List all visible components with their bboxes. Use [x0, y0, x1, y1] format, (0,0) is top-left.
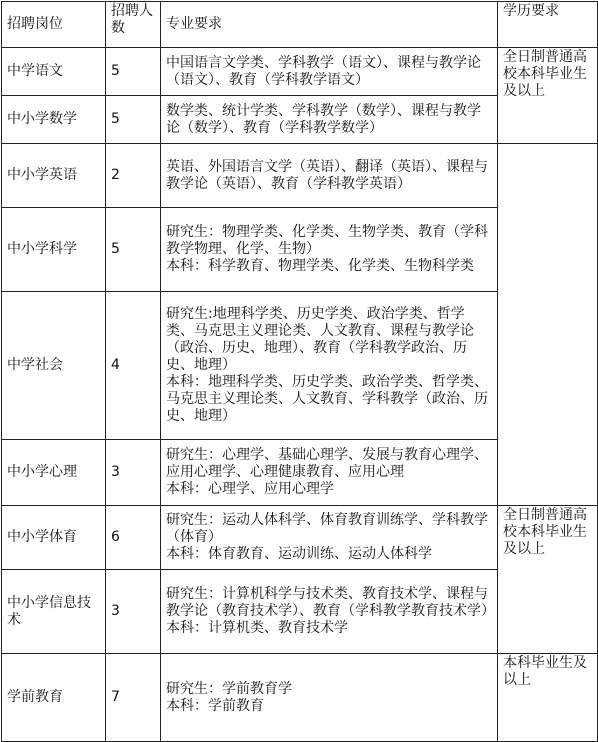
position-cell: 中小学信息技术	[2, 570, 106, 654]
table-row	[2, 144, 598, 208]
count-cell: 5	[106, 208, 161, 292]
header-count: 招聘人数	[106, 2, 161, 48]
major-line: 本科：地理科学类、历史学类、政治学类、哲学类、马克思主义理论类、人文教育、学科教学（政治、历史、地理）	[166, 374, 488, 424]
major-cell	[161, 570, 498, 654]
major-cell	[161, 48, 498, 96]
count-cell: 5	[106, 48, 161, 96]
count-cell: 2	[106, 144, 161, 208]
major-cell	[161, 440, 498, 506]
position-cell: 中小学数学	[2, 96, 106, 144]
count-cell: 5	[106, 96, 161, 144]
major-cell	[161, 144, 498, 208]
major-line: 本科：心理学、应用心理学	[166, 481, 334, 497]
position-cell: 中小学体育	[2, 506, 106, 570]
header-position: 招聘岗位	[2, 2, 106, 48]
major-cell	[161, 292, 498, 440]
header-education: 学历要求	[498, 2, 598, 48]
major-cell	[161, 654, 498, 742]
major-line: 本科：科学教育、物理学类、化学类、生物科学类	[166, 258, 474, 274]
position-cell: 中小学科学	[2, 208, 106, 292]
position-cell: 中小学心理	[2, 440, 106, 506]
position-cell: 学前教育	[2, 654, 106, 742]
recruitment-table	[1, 1, 598, 742]
major-cell	[161, 208, 498, 292]
major-line: 研究生：计算机科学与技术类、教育技术学、课程与教学论（教育技术学）、教育（学科教学教育技术学）	[166, 586, 495, 619]
major-line: 研究生：物理学类、化学类、生物学类、教育（学科教学物理、化学、生物）	[166, 224, 488, 257]
education-cell-empty	[498, 144, 598, 506]
position-cell: 中学社会	[2, 292, 106, 440]
major-cell	[161, 96, 498, 144]
major-line: 研究生：心理学、基础心理学、发展与教育心理学、应用心理学、心理健康教育、应用心理	[166, 447, 488, 480]
major-line: 研究生：学前教育学	[166, 680, 292, 697]
education-cell: 全日制普通高校本科毕业生及以上	[498, 48, 598, 144]
major-line: 本科：体育教育、运动训练、运动人体科学	[166, 546, 432, 562]
education-cell: 本科毕业生及以上	[498, 654, 598, 742]
position-cell: 中学语文	[2, 48, 106, 96]
table-row	[2, 48, 598, 96]
major-line: 英语、外国语言文学（英语）、翻译（英语）、课程与教学论（英语）、教育（学科教学英语）	[166, 158, 488, 192]
major-line: 研究生：运动人体科学、体育教育训练学、学科教学（体育）	[166, 512, 488, 545]
count-cell: 6	[106, 506, 161, 570]
education-cell: 全日制普通高校本科毕业生及以上	[498, 506, 598, 654]
header-major: 专业要求	[161, 2, 498, 48]
major-line: 中国语言文学类、学科教学（语文）、课程与教学论（语文）、教育（学科教学语文）	[166, 54, 481, 88]
major-line: 研究生:地理科学类、历史学类、政治学类、哲学类、马克思主义理论类、人文教育、课程与教学论（政治、历史、地理）、教育（学科教学政治、历史、地理）	[166, 306, 474, 373]
count-cell: 3	[106, 440, 161, 506]
header-row	[2, 2, 598, 48]
count-cell: 3	[106, 570, 161, 654]
major-cell	[161, 506, 498, 570]
major-line: 本科：计算机类、教育技术学	[166, 620, 348, 636]
count-cell: 4	[106, 292, 161, 440]
major-line: 数学类、统计学类、学科教学（数学）、课程与教学论（数学）、教育（学科教学数学）	[166, 102, 481, 136]
table-row	[2, 506, 598, 570]
position-cell: 中小学英语	[2, 144, 106, 208]
table-row	[2, 654, 598, 742]
count-cell: 7	[106, 654, 161, 742]
major-line: 本科：学前教育	[166, 697, 264, 714]
